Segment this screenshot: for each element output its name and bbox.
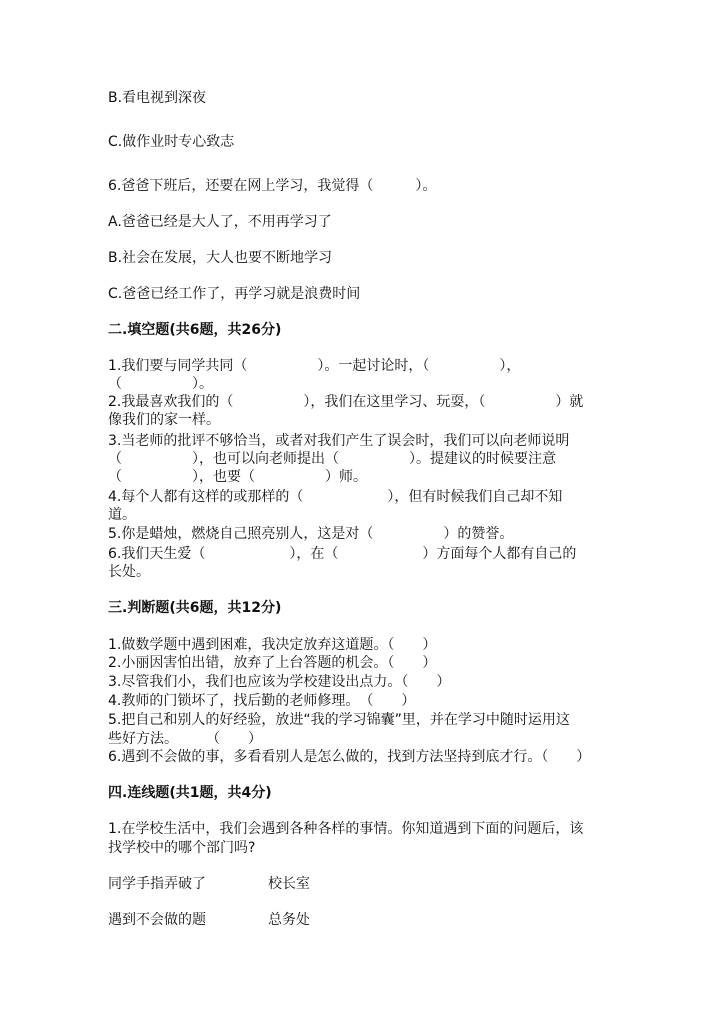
fill-line-8: 4.每个人都有这样的或那样的（ ），但有时候我们自己却不知	[108, 489, 563, 505]
judge-line-5: 5.把自己和别人的好经验，放进“我的学习锦囊”里，并在学习中随时运用这	[108, 712, 570, 728]
fill-line-5: 3.当老师的批评不够恰当，或者对我们产生了误会时，我们可以向老师说明	[108, 433, 570, 449]
judge-line-2: 2.小丽因害怕出错，放弃了上台答题的机会。（ ）	[108, 655, 437, 671]
fill-line-10: 5.你是蜡烛，燃烧自己照亮别人，这是对（ ）的赞誉。	[108, 526, 514, 542]
fill-line-9: 道。	[108, 507, 136, 523]
judge-line-7: 6.遇到不会做的事，多看看别人是怎么做的，找到方法坚持到底才行。（ ）	[108, 749, 591, 765]
question-6-option-b: B.社会在发展，大人也要不断地学习	[108, 250, 333, 266]
judge-line-1: 1.做数学题中遇到困难，我决定放弃这道题。（ ）	[108, 637, 437, 653]
question-6-stem: 6.爸爸下班后，还要在网上学习，我觉得（ ）。	[108, 178, 437, 194]
fill-line-2: （ ）。	[108, 376, 213, 392]
judge-line-6: 些好方法。 （ ）	[108, 731, 262, 747]
fill-line-7: （ ），也要（ ）师。	[108, 469, 367, 485]
judge-line-3: 3.尽管我们小，我们也应该为学校建设出点力。（ ）	[108, 674, 451, 690]
fill-line-1: 1.我们要与同学共同（ ）。一起讨论时，（ ），	[108, 358, 521, 374]
judge-line-4: 4.教师的门锁坏了，找后勤的老师修理。 （ ）	[108, 693, 416, 709]
matching-line-2: 找学校中的哪个部门吗?	[108, 840, 256, 856]
match-left-item-2: 遇到不会做的题	[108, 912, 206, 928]
option-c-prev: C.做作业时专心致志	[108, 134, 235, 150]
fill-line-4: 像我们的家一样。	[108, 412, 220, 428]
matching-line-1: 1.在学校生活中，我们会遇到各种各样的事情。你知道遇到下面的问题后，该	[108, 821, 584, 837]
question-6-option-c: C.爸爸已经工作了，再学习就是浪费时间	[108, 286, 361, 302]
fill-line-11: 6.我们天生爱（ ），在（ ）方面每个人都有自己的	[108, 546, 577, 562]
match-right-item-2: 总务处	[268, 912, 310, 928]
question-6-option-a: A.爸爸已经是大人了，不用再学习了	[108, 214, 332, 230]
section-heading-fill-blank: 二.填空题(共6题，共26分)	[108, 322, 282, 338]
match-right-item-1: 校长室	[268, 876, 310, 892]
fill-line-12: 长处。	[108, 564, 150, 580]
fill-line-6: （ ），也可以向老师提出（ ）。提建议的时候要注意	[108, 451, 556, 467]
section-heading-matching: 四.连线题(共1题，共4分)	[108, 785, 272, 801]
section-heading-true-false: 三.判断题(共6题，共12分)	[108, 600, 282, 616]
option-b-prev: B.看电视到深夜	[108, 90, 207, 106]
fill-line-3: 2.我最喜欢我们的（ ），我们在这里学习、玩耍，（ ）就	[108, 394, 584, 410]
match-left-item-1: 同学手指弄破了	[108, 876, 206, 892]
